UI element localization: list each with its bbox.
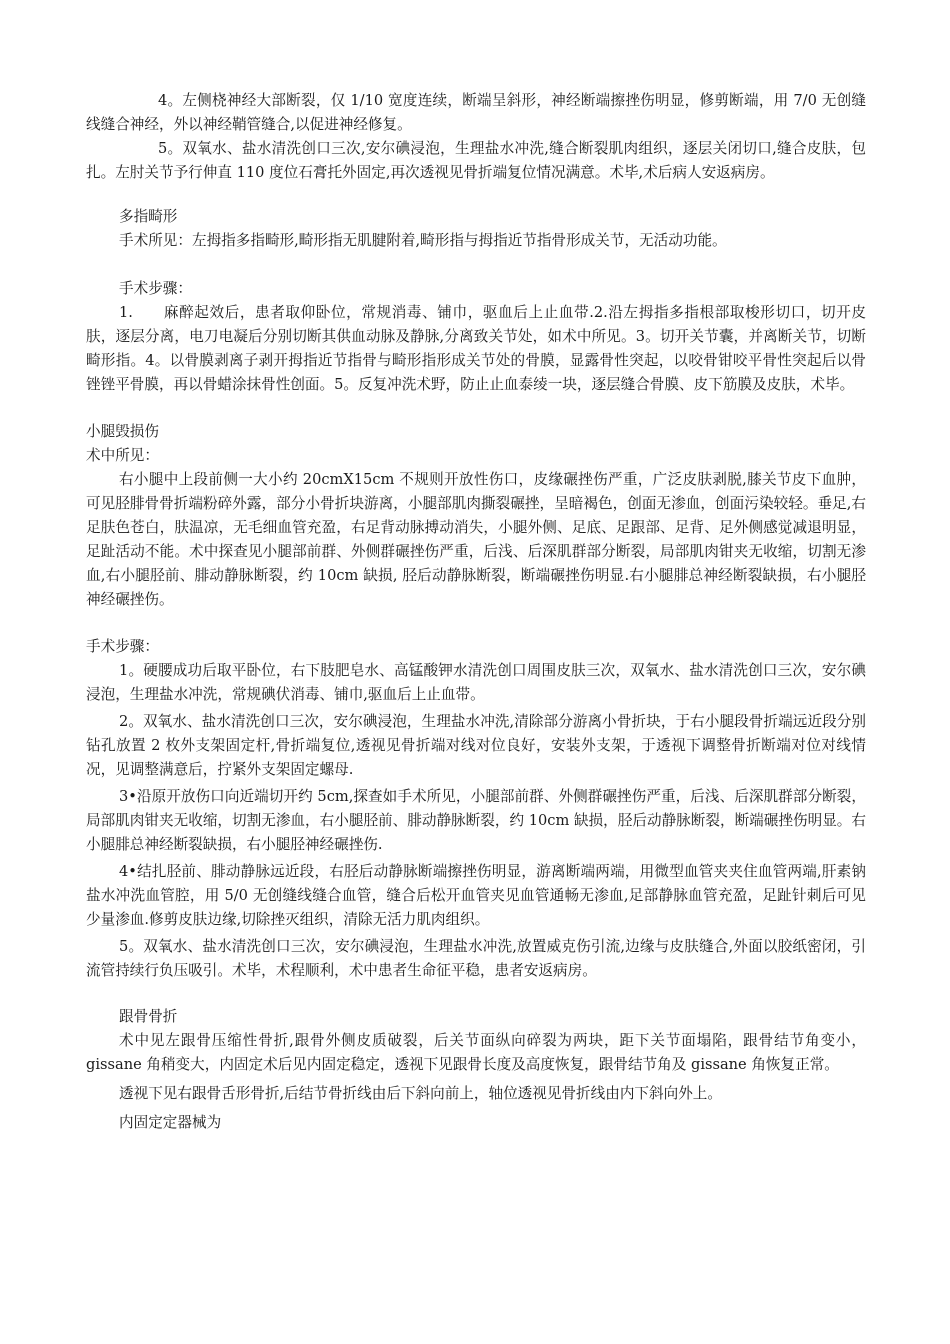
heading-polydactyly: 多指畸形 [119,208,178,225]
paragraph-leg-step-3: 3•沿原开放伤口向近端切开约 5cm,探查如手术所见，小腿部前群、外侧群碾挫伤严重，后浅、后深肌群部分断裂，局部肌肉钳夹无收缩，切割无渗血，右小腿胫前、腓动静脉断裂，约 10cm 缺损，胫后动静脉断裂，断端碾挫伤明显。右小腿腓总神经断裂缺损，右小腿胫神经碾挫伤. [86,788,866,853]
heading-leg-findings: 术中所见： [86,447,159,464]
paragraph-calcaneus-fluoroscopy: 透视下见右跟骨舌形骨折,后结节骨折线由后下斜向前上，轴位透视见骨折线由内下斜向外上。 [119,1085,722,1102]
paragraph-leg-step-4: 4•结扎胫前、腓动静脉远近段，右胫后动静脉断端擦挫伤明显，游离断端两端，用微型血管夹夹住血管两端,肝素钠盐水冲洗血管腔，用 5/0 无创缝线缝合血管，缝合后松开血管夹见血管通畅无渗血,足部静脉血管充盈，足趾针刺后可见少量渗血.修剪皮肤边缘,切除挫灭组织，清除无活力肌肉组织。 [86,863,866,928]
paragraph-leg-findings: 右小腿中上段前侧一大小约 20cmX15cm 不规则开放性伤口，皮缘碾挫伤严重，广泛皮肤剥脱,膝关节皮下血肿，可见胫腓骨骨折端粉碎外露，部分小骨折块游离，小腿部肌肉撕裂碾挫，呈暗褐色，创面无渗血，创面污染较轻。垂足,右足肤色苍白，肤温凉，无毛细血管充盈，右足背动脉搏动消失，小腿外侧、足底、足跟部、足背、足外侧感觉减退明显，足趾活动不能。术中探查见小腿部前群、外侧群碾挫伤严重，后浅、后深肌群部分断裂，局部肌肉钳夹无收缩，切割无渗血,右小腿胫前、腓动静脉断裂，约 10cm 缺损, 胫后动静脉断裂，断端碾挫伤明显.右小腿腓总神经断裂缺损，右小腿胫神经碾挫伤。 [86,471,866,608]
paragraph-leg-step-1: 1。硬腰成功后取平卧位，右下肢肥皂水、高锰酸钾水清洗创口周围皮肤三次，双氧水、盐水清洗创口三次，安尔碘浸泡，生理盐水冲洗，常规碘伏消毒、铺巾,驱血后上止血带。 [86,662,866,703]
paragraph-leg-step-5: 5。双氧水、盐水清洗创口三次，安尔碘浸泡，生理盐水冲洗,放置威克伤引流,边缘与皮肤缝合,外面以胶纸密闭，引流管持续行负压吸引。术毕，术程顺利，术中患者生命征平稳，患者安返病房。 [86,938,866,979]
heading-leg-injury: 小腿毁损伤 [86,423,159,440]
heading-leg-steps: 手术步骤： [86,638,159,655]
heading-calcaneus-fracture: 跟骨骨折 [119,1008,178,1025]
paragraph-polydactyly-findings: 手术所见：左拇指多指畸形,畸形指无肌腱附着,畸形指与拇指近节指骨形成关节，无活动功能。 [119,232,727,249]
paragraph-polydactyly-steps: 1. 麻醉起效后，患者取仰卧位，常规消毒、铺巾，驱血后上止血带.2.沿左拇指多指根部取梭形切口，切开皮肤，逐层分离，电刀电凝后分别切断其供血动脉及静脉,分离致关节处，如术中所见。3。切开关节囊，并离断关节，切断畸形指。4。以骨膜剥离子剥开拇指近节指骨与畸形指形成关节处的骨膜，显露骨性突起，以咬骨钳咬平骨性突起后以骨锉锉平骨膜，再以骨蜡涂抹骨性创面。5。反复冲洗术野，防止止血泰绫一块，逐层缝合骨膜、皮下筋膜及皮肤，术毕。 [86,304,866,393]
paragraph-wound-closure: 5。双氧水、盐水清洗创口三次,安尔碘浸泡，生理盐水冲洗,缝合断裂肌肉组织，逐层关闭切口,缝合皮肤，包扎。左肘关节予行伸直 110 度位石膏托外固定,再次透视见骨折端复位情况满意。术毕,术后病人安返病房。 [86,140,866,181]
paragraph-calcaneus-findings: 术中见左跟骨压缩性骨折,跟骨外侧皮质破裂，后关节面纵向碎裂为两块，距下关节面塌陷，跟骨结节角变小，gissane 角稍变大，内固定术后见内固定稳定，透视下见跟骨长度及高度恢复，跟骨结节角及 gissane 角恢复正常。 [86,1032,866,1073]
heading-polydactyly-steps: 手术步骤： [119,280,192,297]
paragraph-nerve-repair: 4。左侧桡神经大部断裂，仅 1/10 宽度连续，断端呈斜形，神经断端擦挫伤明显，修剪断端，用 7/0 无创缝线缝合神经，外以神经鞘管缝合,以促进神经修复。 [86,92,866,133]
paragraph-leg-step-2: 2。双氧水、盐水清洗创口三次，安尔碘浸泡，生理盐水冲洗,清除部分游离小骨折块，于右小腿段骨折端远近段分别钻孔放置 2 枚外支架固定杆,骨折端复位,透视见骨折端对线对位良好，安装外支架，于透视下调整骨折断端对位对线情况，见调整满意后，拧紧外支架固定螺母. [86,713,866,778]
paragraph-fixation-device: 内固定定器械为 [119,1114,222,1131]
